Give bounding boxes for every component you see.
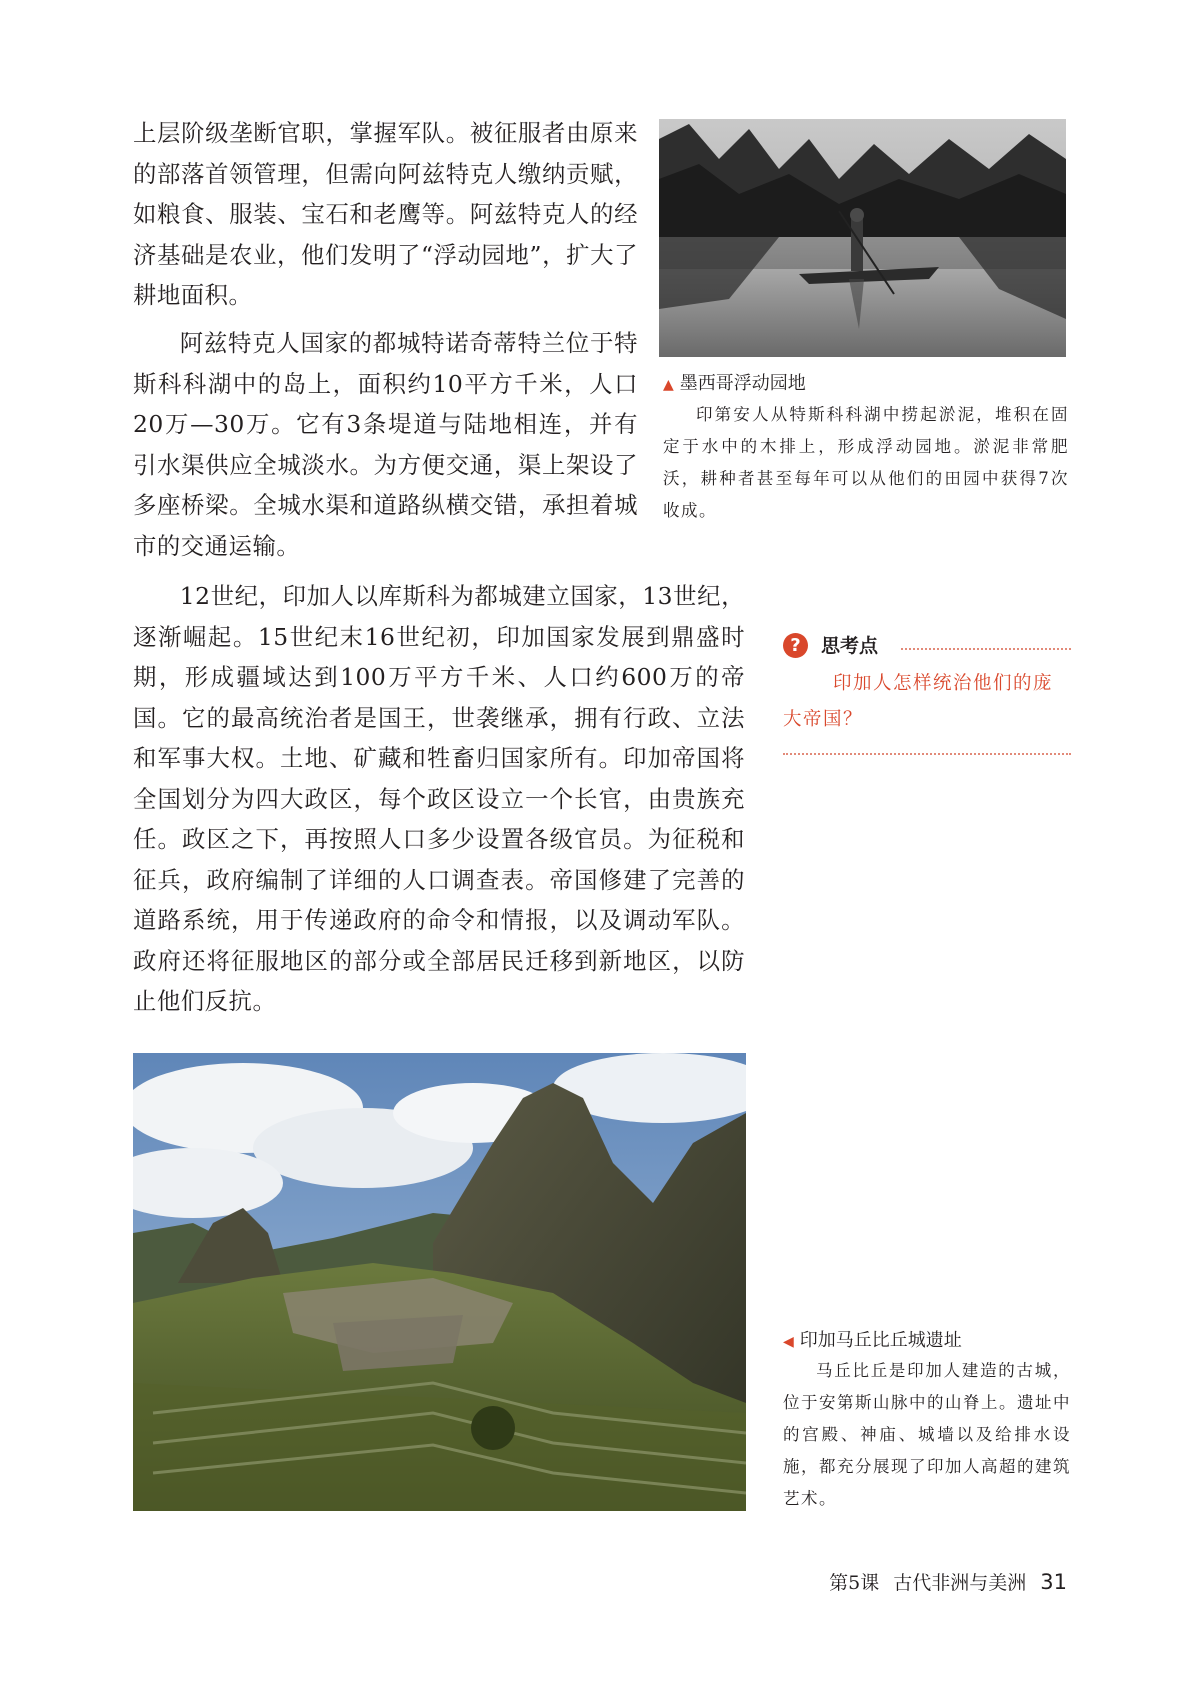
thinking-point-label: 思考点 [821, 635, 879, 657]
dotted-divider-bottom [783, 753, 1071, 755]
caption-title-text: 墨西哥浮动园地 [679, 373, 806, 394]
triangle-left-icon: ◀ [783, 1334, 794, 1350]
machu-picchu-caption-title [783, 1329, 962, 1354]
machu-picchu-photo [133, 1053, 746, 1511]
body-paragraph-2: 阿兹特克人国家的都城特诺奇蒂特兰位于特斯科科湖中的岛上，面积约10平方千米，人口20万—30万。它有3条堤道与陆地相连，并有引水渠供应全城淡水。为方便交通，渠上架设了多座桥梁。全城水渠和道路纵横交错，承担着城市的交通运输。 [133, 329, 638, 560]
thinking-point-box [783, 632, 1071, 755]
footer-title: 古代非洲与美洲 [893, 1572, 1027, 1594]
body-paragraph-3: 12世纪，印加人以库斯科为都城建立国家，13世纪，逐渐崛起。15世纪末16世纪初，印加国家发展到鼎盛时期，形成疆域达到100万平方千米、人口约600万的帝国。它的最高统治者是国王，世袭继承，拥有行政、立法和军事大权。土地、矿藏和牲畜归国家所有。印加帝国将全国划分为四大政区，每个政区设立一个长官，由贵族充任。政区之下，再按照人口多少设置各级官员。为征税和征兵，政府编制了详细的人口调查表。帝国修建了完善的道路系统，用于传递政府的命令和情报，以及调动军队。政府还将征服地区的部分或全部居民迁移到新地区，以防止他们反抗。 [133, 582, 745, 1015]
triangle-up-icon: ▲ [663, 377, 674, 393]
caption-title-text: 印加马丘比丘城遗址 [799, 1330, 962, 1351]
body-paragraph-1: 上层阶级垄断官职，掌握军队。被征服者由原来的部落首领管理，但需向阿兹特克人缴纳贡赋，如粮食、服装、宝石和老鹰等。阿兹特克人的经济基础是农业，他们发明了“浮动园地”，扩大了耕地面积。 [133, 119, 638, 309]
page-number: 31 [1040, 1570, 1067, 1594]
footer-lesson: 第5课 [829, 1572, 880, 1594]
floating-garden-caption-title [663, 372, 806, 397]
floating-garden-caption-text: 印第安人从特斯科科湖中捞起淤泥，堆积在固定于水中的木排上，形成浮动园地。淤泥非常肥沃，耕种者甚至每年可以从他们的田园中获得7次收成。 [663, 405, 1069, 520]
thinking-point-question: 印加人怎样统治他们的庞大帝国？ [783, 673, 1053, 730]
question-icon: ? [783, 633, 808, 658]
dotted-divider-top [901, 648, 1071, 650]
page-footer [829, 1568, 1067, 1595]
floating-garden-photo [659, 119, 1066, 357]
machu-picchu-caption-text: 马丘比丘是印加人建造的古城，位于安第斯山脉中的山脊上。遗址中的宫殿、神庙、城墙以及给排水设施，都充分展现了印加人高超的建筑艺术。 [783, 1361, 1071, 1508]
